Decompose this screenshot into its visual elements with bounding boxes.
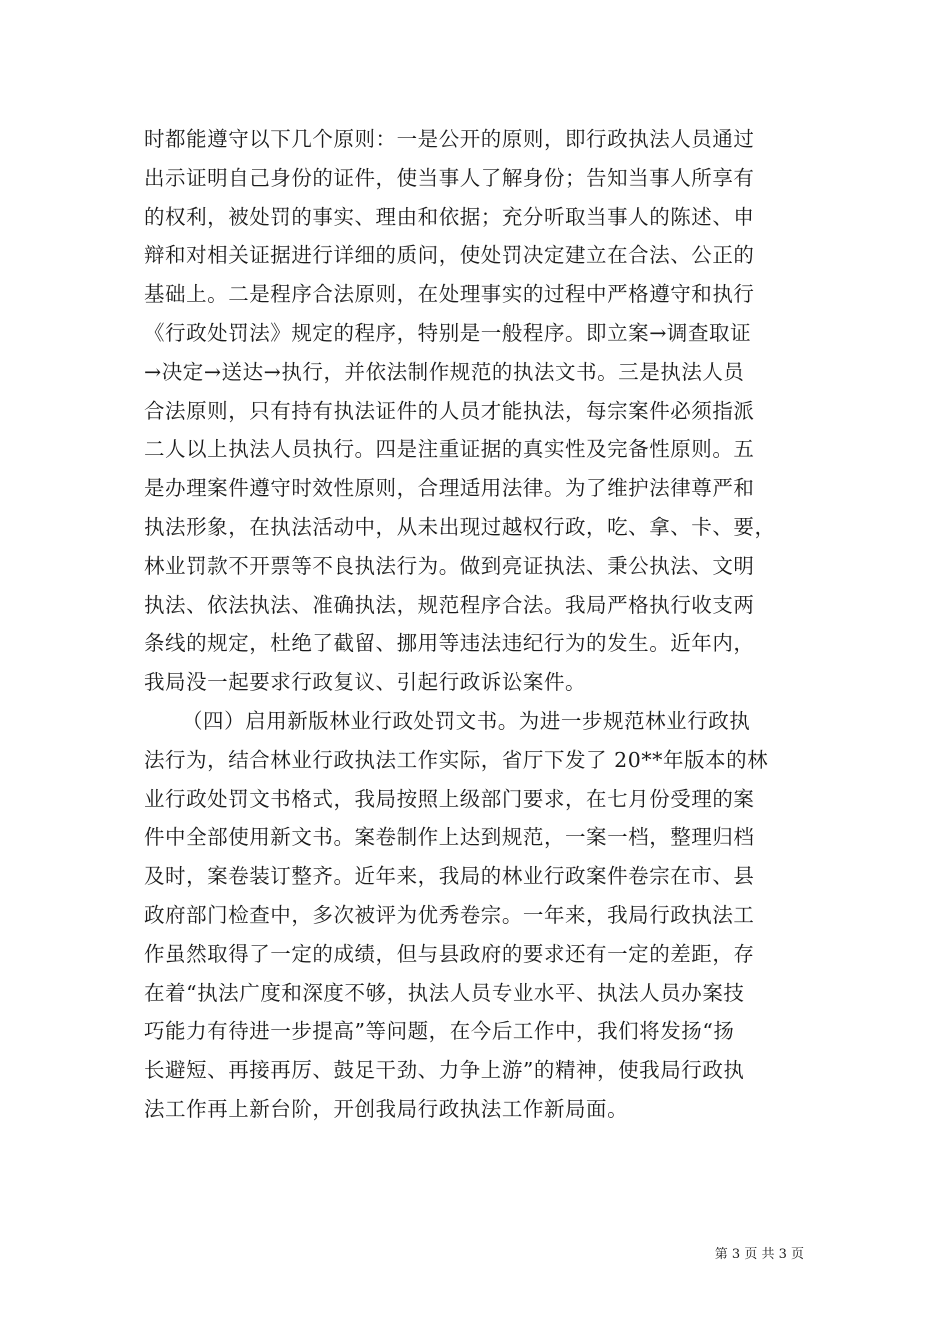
text-line: 基础上。二是程序合法原则，在处理事实的过程中严格遵守和执行 bbox=[144, 282, 755, 307]
text-line: 及时，案卷装订整齐。近年来，我局的林业行政案件卷宗在市、县 bbox=[144, 864, 755, 889]
text-line: 时都能遵守以下几个原则：一是公开的原则，即行政执法人员通过 bbox=[144, 127, 755, 151]
text-line: 件中全部使用新文书。案卷制作上达到规范，一案一档，整理归档 bbox=[144, 825, 755, 850]
text-line: 长避短、再接再厉、鼓足干劲、力争上游”的精神，使我局行政执 bbox=[144, 1058, 745, 1083]
text-line: 执法形象，在执法活动中，从未出现过越权行政，吃、拿、卡、要， bbox=[144, 514, 776, 539]
text-line: 的权利，被处罚的事实、理由和依据；充分听取当事人的陈述、申 bbox=[144, 204, 755, 229]
text-line: 二人以上执法人员执行。四是注重证据的真实性及完备性原则。五 bbox=[144, 437, 755, 462]
text-line: 执法、依法执法、准确执法，规范程序合法。我局严格执行收支两 bbox=[144, 592, 755, 617]
text-line: 出示证明自己身份的证件，使当事人了解身份；告知当事人所享有 bbox=[144, 165, 755, 190]
text-line: 法工作再上新台阶，开创我局行政执法工作新局面。 bbox=[144, 1096, 629, 1121]
text-line: 我局没一起要求行政复议、引起行政诉讼案件。 bbox=[144, 670, 587, 695]
text-line: 法行为，结合林业行政执法工作实际，省厅下发了 20**年版本的林 bbox=[144, 747, 769, 772]
text-line: 条线的规定，杜绝了截留、挪用等违法违纪行为的发生。近年内， bbox=[144, 631, 755, 656]
text-line: 《行政处罚法》规定的程序，特别是一般程序。即立案→调查取证 bbox=[144, 320, 752, 345]
text-line: 合法原则，只有持有执法证件的人员才能执法，每宗案件必须指派 bbox=[144, 398, 755, 423]
page-number-footer: 第 3 页 共 3 页 bbox=[714, 1247, 804, 1262]
text-line: 业行政处罚文书格式，我局按照上级部门要求，在七月份受理的案 bbox=[144, 786, 755, 811]
text-line: 是办理案件遵守时效性原则，合理适用法律。为了维护法律尊严和 bbox=[144, 476, 755, 501]
text-line: 政府部门检查中，多次被评为优秀卷宗。一年来，我局行政执法工 bbox=[144, 902, 755, 927]
text-line: 辩和对相关证据进行详细的质问，使处罚决定建立在合法、公正的 bbox=[144, 243, 755, 268]
body-text bbox=[144, 120, 830, 1129]
text-line: 林业罚款不开票等不良执法行为。做到亮证执法、秉公执法、文明 bbox=[144, 553, 755, 578]
text-line: →决定→送达→执行，并依法制作规范的执法文书。三是执法人员 bbox=[144, 359, 745, 384]
text-line: 巧能力有待进一步提高”等问题，在今后工作中，我们将发扬“扬 bbox=[144, 1019, 735, 1044]
paragraph-start-line: （四）启用新版林业行政处罚文书。为进一步规范林业行政执 bbox=[182, 708, 751, 733]
text-line: 在着“执法广度和深度不够，执法人员专业水平、执法人员办案技 bbox=[144, 980, 745, 1005]
text-line: 作虽然取得了一定的成绩，但与县政府的要求还有一定的差距，存 bbox=[144, 941, 755, 966]
